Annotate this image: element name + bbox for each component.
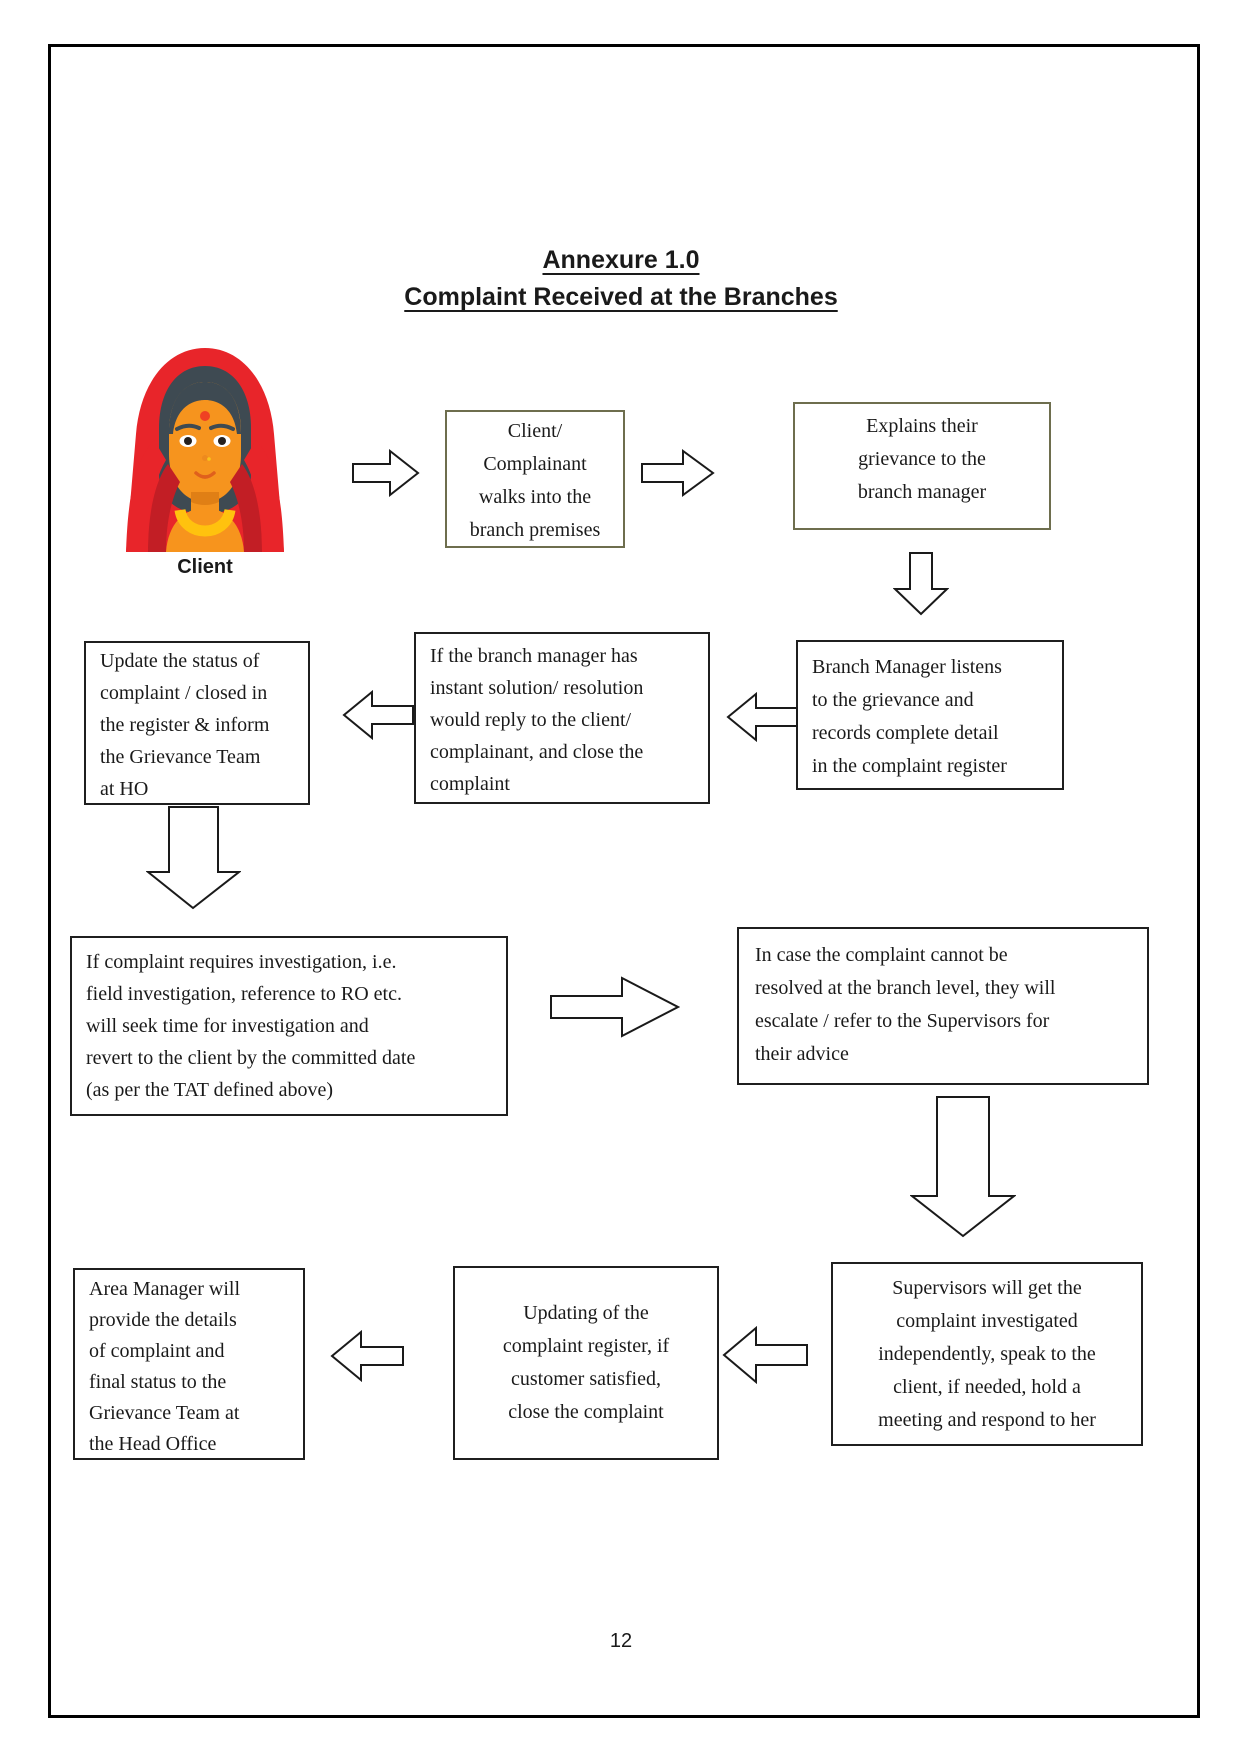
- arrow-right-icon: [550, 976, 680, 1038]
- page-title: Annexure 1.0: [542, 246, 700, 274]
- client-avatar-icon: [110, 342, 300, 552]
- flow-box-supervisors: Supervisors will get the complaint investigated independently, speak to the client, if needed, hold a meeting and respond to her: [831, 1262, 1143, 1446]
- arrow-right-icon: [641, 449, 715, 497]
- flow-box-instant-solution: If the branch manager has instant solution/ resolution would reply to the client/ complainant, and close the complaint: [414, 632, 710, 804]
- arrow-left-icon: [726, 692, 798, 742]
- page-number: 12: [609, 1630, 633, 1652]
- arrow-left-icon: [342, 690, 414, 740]
- arrow-left-icon: [722, 1326, 808, 1384]
- flow-box-updating-register: Updating of the complaint register, if customer satisfied, close the complaint: [453, 1266, 719, 1460]
- arrow-down-icon: [910, 1096, 1016, 1238]
- arrow-down-icon: [893, 552, 949, 616]
- arrow-right-icon: [352, 449, 420, 497]
- flow-box-bm-listens: Branch Manager listens to the grievance and records complete detail in the complaint register: [796, 640, 1064, 790]
- page-subtitle: Complaint Received at the Branches: [404, 283, 838, 311]
- client-label: Client: [177, 556, 233, 578]
- client-avatar: [110, 342, 300, 552]
- flow-box-explains: Explains their grievance to the branch manager: [793, 402, 1051, 530]
- flow-box-area-manager: Area Manager will provide the details of complaint and final status to the Grievance Team at the Head Office: [73, 1268, 305, 1460]
- arrow-left-icon: [330, 1330, 404, 1382]
- arrow-down-icon: [146, 806, 241, 910]
- flow-box-investigation: If complaint requires investigation, i.e. field investigation, reference to RO etc. will seek time for investigation and revert to the client by the committed date (as per the TAT defined above): [70, 936, 508, 1116]
- flow-box-update-status: Update the status of complaint / closed in the register & inform the Grievance Team at HO: [84, 641, 310, 805]
- flow-box-escalate: In case the complaint cannot be resolved at the branch level, they will escalate / refer to the Supervisors for their advice: [737, 927, 1149, 1085]
- flow-box-walk-in: Client/ Complainant walks into the branch premises: [445, 410, 625, 548]
